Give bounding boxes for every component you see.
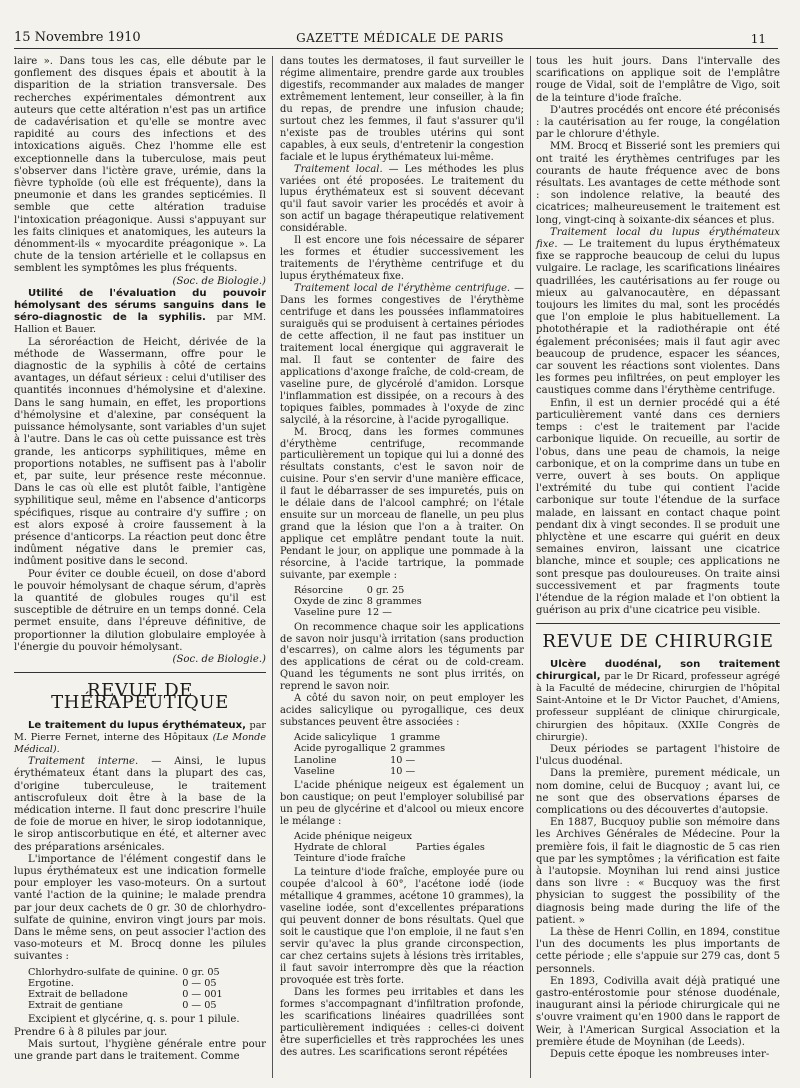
article-title-text: Ulcère duodénal, son traitement chirurgical, xyxy=(536,658,780,682)
article-authors: par MM. Hallion et Bauer. xyxy=(14,312,266,336)
issue-date: 15 Novembre 1910 xyxy=(14,30,141,45)
paragraph: D'autres procédés ont encore été préconisés : la cautérisation au fer rouge, la congélation par le chlorure d'éthyle. xyxy=(536,104,780,141)
page-number: 11 xyxy=(750,32,766,46)
paragraph: laire ». Dans tous les cas, elle débute par le gonflement des disques épais et aboutit à la disparition de la striation transversale. Des recherches expérimentales démontrent aux auteurs que cette altération n'est pas un artifice de cadavérisation et qu'elle se montre avec rapidité au cours des infections et des intoxications aiguës. Chez l'homme elle est exceptionnelle dans la tuberculose, mais peut s'observer dans l'ictère grave, urémie, dans la fièvre typhoïde (où elle est fréquente), dans la pneumonie et dans les grandes septicémies. Il semble que cette altération traduise l'intoxication préagonique. Aussi s'appuyant sur les faits cliniques et anatomiques, les auteurs la dénomment-ils « myocardite préagonique ». La chute de la tension artérielle et le collapsus en semblent les symptômes les plus fréquents. xyxy=(14,56,266,275)
paragraph: MM. Brocq et Bisserié sont les premiers qui ont traité les érythèmes centrifuges par les courants de haute fréquence avec de bons résultats. Les avantages de cette méthode sont : son indolence relative, la beauté des cicatrices; malheureusement le traitement est long, vingt-cinq à soixante-dix séances et plus. xyxy=(536,141,780,226)
column-divider-2 xyxy=(530,56,531,1078)
ingredient-name: Extrait de gentiane xyxy=(28,1000,123,1012)
ingredient-quantity: 10 — xyxy=(390,754,416,766)
formula-dose: Prendre 6 à 8 pilules par jour. xyxy=(14,1026,168,1038)
ingredient-name: Extrait de belladone xyxy=(28,989,128,1001)
ingredient-name: Acide salicylique xyxy=(294,732,377,744)
formula-row xyxy=(294,766,449,777)
formula-row xyxy=(28,967,227,978)
paragraph-text: — Les méthodes les plus variées ont été proposées. Le traitement du lupus érythémateux est si souvent décevant qu'il faut savoir varier les procédés et avoir à son actif un bagage thérapeutique relativement considérable. xyxy=(280,163,524,235)
paragraph: En 1893, Codivilla avait déjà pratiqué une gastro-entérostomie pour sténose duodénale, inaugurant ainsi la période chirurgicale qui ne s'ouvre vraiment qu'en 1900 dans le rapport de Weir, à l'American Surgical Association et la première étude de Moynihan (de Leeds). xyxy=(536,975,780,1048)
paragraph xyxy=(536,227,780,398)
ingredient-name: Ergotine. xyxy=(28,977,74,989)
formula-melange xyxy=(294,831,489,865)
formula-row xyxy=(294,607,426,618)
ingredient-name: Teinture d'iode fraîche xyxy=(294,853,406,865)
paragraph: L'importance de l'élément congestif dans le lupus érythémateux est une indication formelle pour employer les vaso-moteurs. On a surtout vanté l'action de la quinine; le malade prendra par jour deux cachets de 0 gr. 30 de chlorhydro-sulfate de quinine, environ vingt jours par mois. Dans le même sens, on peut associer l'action des vaso-moteurs et M. Brocq donne les pilules suivantes : xyxy=(14,853,266,963)
ingredient-quantity: 0 gr. 05 xyxy=(182,966,220,978)
article-authors: par M. Pierre Fernet, interne des Hôpitaux xyxy=(14,719,266,743)
ingredient-name: Vaseline pure xyxy=(294,607,361,619)
paragraph: La séroréaction de Heicht, dérivée de la méthode de Wassermann, offre pour le diagnostic de la syphilis à côté de certains avantages, un défaut sérieux : celui d'utiliser des quantités inconnues d'hémolysine et d'alexine. Dans le sang humain, en effet, les proportions d'hémolysine et d'alexine, par conséquent la puissance hémolysante, sont variables d'un sujet à l'autre. Dans le cas où cette puissance est très grande, les anticorps syphilitiques, même en proportions notables, ne suffisent pas à l'abolir et, par suite, leur présence reste méconnue. Dans le cas où elle est plutôt faible, l'antigène syphilitique seul, même en l'absence d'anticorps spécifiques, risque au contraire d'y suffire ; on est alors exposé à croire faussement à la présence d'anticorps. La réaction peut donc être indûment négative dans le premier cas, indûment positive dans le second. xyxy=(14,336,266,568)
paragraph: A côté du savon noir, on peut employer les acides salicylique ou pyrogallique, ces deux substances peuvent être associées : xyxy=(280,693,524,729)
formula-pills xyxy=(28,967,227,1012)
paragraph: On recommence chaque soir les applications de savon noir jusqu'à irritation (sans production d'escarres), on calme alors les téguments par des applications de cérat ou de cold-cream. Quand les téguments ne sont plus irrités, on reprend le savon noir. xyxy=(280,621,524,693)
subheading: Traitement interne. xyxy=(28,756,139,768)
formula-row xyxy=(294,596,426,607)
article-title xyxy=(536,659,780,744)
article-source: (Le Monde Médical). xyxy=(14,731,266,755)
journal-title: GAZETTE MÉDICALE DE PARIS xyxy=(296,31,504,45)
ingredient-name: Chlorhydro-sulfate de quinine. xyxy=(28,966,179,978)
paragraph: M. Brocq, dans les formes communes d'érythème centrifuge, recommande particulièrement un topique qui lui a donné des résultats constants, c'est le savon noir de cuisine. Pour s'en servir d'une manière efficace, il faut le débarrasser de ses impuretés, puis on le délaie dans de l'alcool camphré; on l'étale ensuite sur un morceau de flanelle, un peu plus grand que la lésion que l'on a à traiter. On applique cet emplâtre pendant toute la nuit. Pendant le jour, on applique une pommade à la résorcine, à l'acide tartrique, la pommade suivante, par exemple : xyxy=(280,426,524,581)
formula-row xyxy=(28,989,227,1000)
source-citation: (Soc. de Biologie.) xyxy=(172,653,266,665)
column-2 xyxy=(280,56,524,1059)
paragraph: En 1887, Bucquoy publie son mémoire dans les Archives Générales de Médecine. Pour la première fois, il fait le diagnostic de 5 cas rien que par les symptômes ; la vérification est faite à l'autopsie. Moynihan lui rend ainsi justice dans son livre : « Bucquoy was the first physician to suggest the possibility of the diagnosis being made during the life of the patient. » xyxy=(536,817,780,926)
ingredient-quantity: 0 gr. 25 xyxy=(366,584,405,596)
ingredient-quantity: 8 grammes xyxy=(366,596,422,608)
section-rule xyxy=(536,623,780,624)
column-3 xyxy=(536,56,780,1061)
ingredient-name: Vaseline xyxy=(294,765,335,777)
formula-row xyxy=(294,732,449,743)
formula-row xyxy=(294,831,489,842)
header-rule xyxy=(14,48,778,49)
paragraph: Pour éviter ce double écueil, on dose d'abord le pouvoir hémolysant de chaque sérum, d'après la quantité de globules rouges qu'il est susceptible de détruire en un temps donné. Cela permet ensuite, dans l'épreuve définitive, de proportionner la dilution globulaire employée à l'énergie du pouvoir hémolysant. xyxy=(14,568,266,653)
formula-note: Excipient et glycérine, q. s. pour 1 pilule. xyxy=(28,1014,240,1026)
section-rule xyxy=(14,672,266,673)
ingredient-quantity: 12 — xyxy=(366,607,392,619)
page-header xyxy=(0,0,800,48)
section-heading-chirurgie: REVUE DE CHIRURGIE xyxy=(542,631,774,653)
formula-pommade xyxy=(294,585,426,619)
article-title xyxy=(14,288,266,337)
paragraph: La thèse de Henri Collin, en 1894, constitue l'un des documents les plus importants de cette période ; elle s'appuie sur 279 cas, dont 5 personnels. xyxy=(536,927,780,975)
ingredient-quantity: 1 gramme xyxy=(390,732,441,744)
paragraph-text: — Ainsi, le lupus érythémateux étant dans la plupart des cas, d'origine tuberculeuse, le traitement antiscrofuleux doit être à la base de la médication interne. Il faut donc prescrire l'huile de foie de morue en hiver, le sirop iodotannique, le sirop antiscorbutique en été, et alterner avec des préparations arsénicales. xyxy=(14,756,266,853)
formula-row xyxy=(294,743,449,754)
paragraph-text: — Dans les formes congestives de l'érythème centrifuge et dans les poussées inflammatoires suraiguës qui se produisent à certaines périodes de cette affection, il ne faut pas instituer un traitement local énergique qui aggraverait le mal. Il faut se contenter de faire des applications d'axonge fraîche, de cold-cream, de vaseline pure, de glycérolé d'amidon. Lorsque l'inflammation est dissipée, on a recours à des topiques faibles, pommades à l'oxyde de zinc salycilé, à la résorcine, à l'acide pyrogallique. xyxy=(280,283,524,426)
article-title-text: Utilité de l'évaluation du pouvoir hémolysant des sérums sanguins dans le séro-diagnostic de la syphilis. xyxy=(14,287,266,324)
formula-row xyxy=(294,853,489,864)
paragraph xyxy=(280,164,524,236)
paragraph-text: — Le traitement du lupus érythémateux fixe se rapproche beaucoup de celui du lupus vulgaire. Le raclage, les scarifications linéaires quadrillées, les cautérisations au fer rouge ou mieux au galvanocautère, en dépassant toujours les limites du mal, sont les procédés que l'on emploie le plus habituellement. La photothérapie et la radiothérapie ont été également préconisées; mais il faut agir avec beaucoup de prudence, espacer les séances, car souvent les réactions sont violentes. Dans les formes peu infiltrées, on peut employer les caustiques comme dans l'érythème centrifuge. xyxy=(536,239,780,397)
paragraph: dans toutes les dermatoses, il faut surveiller le régime alimentaire, prendre garde aux troubles digestifs, recommander aux malades de manger extrêmement lentement, leur conseiller, à la fin du repas, de prendre une infusion chaude; surtout chez les femmes, il faut s'assurer qu'il n'existe pas de troubles utérins qui sont capables, à eux seuls, d'entretenir la congestion faciale et le lupus érythémateux lui-même. xyxy=(280,56,524,163)
paragraph: Dans les formes peu irritables et dans les formes s'accompagnant d'infiltration profonde, les scarifications linéaires quadrillées sont particulièrement indiquées : celles-ci doivent être superficielles et très rapprochées les unes des autres. Les scarifications seront répétées xyxy=(280,986,524,1058)
ingredient-quantity: 0 — 001 xyxy=(182,989,223,1001)
ingredient-quantity: 10 — xyxy=(390,765,416,777)
column-1 xyxy=(14,56,266,1063)
ingredient-name: Oxyde de zinc xyxy=(294,596,363,608)
ingredient-name: Acide phénique neigeux xyxy=(294,830,413,842)
ingredient-name: Acide pyrogallique xyxy=(294,743,387,755)
ingredient-name: Lanoline xyxy=(294,754,337,766)
ingredient-quantity: 2 grammes xyxy=(390,743,446,755)
section-heading-therapeutique: REVUE DE THÉRAPEUTIQUE xyxy=(51,680,229,714)
ingredient-quantity: Parties égales xyxy=(416,841,485,853)
article-title-text: Le traitement du lupus érythémateux, xyxy=(28,719,246,731)
paragraph: Enfin, il est un dernier procédé qui a été particulièrement vanté dans ces derniers temps : c'est le traitement par l'acide carbonique liquide. On recueille, au sortir de l'obus, dans une peau de chamois, la neige carbonique, et on la comprime dans un tube en verre, ouvert à ses bouts. On applique l'extrémité du tube qui contient l'acide carbonique sur toute l'étendue de la surface malade, en laissant en contact chaque point pendant dix à vingt secondes. Il se produit une phlyctène et une escarre qui guérit en deux semaines environ, laissant une cicatrice blanche, mince et souple; ces applications ne sont presque pas douloureuses. On traite ainsi successivement et par fragments toute l'étendue de la région malade et l'on obtient la guérison au prix d'une cicatrice peu visible. xyxy=(536,397,780,617)
paragraph xyxy=(280,283,524,426)
formula-row xyxy=(28,978,227,989)
column-divider-1 xyxy=(272,56,273,1078)
ingredient-name: Hydrate de chloral xyxy=(294,841,387,853)
formula-row xyxy=(294,842,489,853)
subheading: Traitement local. xyxy=(294,163,383,175)
subheading: Traitement local de l'érythème centrifuge. xyxy=(294,283,511,295)
paragraph: Dans la première, purement médicale, un nom domine, celui de Bucquoy ; avant lui, ce ne sont que des observations éparses de complications ou des découvertes d'autopsie. xyxy=(536,768,780,816)
paragraph: tous les huit jours. Dans l'intervalle des scarifications on applique soit de l'emplâtre rouge de Vidal, soit de l'emplâtre de Vigo, soit de la teinture d'iode fraîche. xyxy=(536,56,780,104)
paragraph xyxy=(14,756,266,854)
ingredient-quantity: 0 — 05 xyxy=(182,1000,217,1012)
formula-row xyxy=(294,585,426,596)
formula-row xyxy=(28,1000,227,1011)
paragraph: Mais surtout, l'hygiène générale entre pour une grande part dans le traitement. Comme xyxy=(14,1038,266,1063)
ingredient-quantity: 0 — 05 xyxy=(182,977,217,989)
paragraph: La teinture d'iode fraîche, employée pure ou coupée d'alcool à 60°, l'acétone iodé (iode métallique 4 grammes, acétone 10 grammes), la vaseline iodée, sont d'excellentes préparations qui peuvent donner de bons résultats. Quel que soit le caustique que l'on emploie, il ne faut s'en servir qu'avec la plus grande circonspection, car chez certains sujets à lésions très irritables, il faut savoir interrompre dès que la réaction provoquée est très forte. xyxy=(280,867,524,986)
formula-row xyxy=(294,755,449,766)
formula-acides xyxy=(294,732,449,777)
ingredient-name: Résorcine xyxy=(294,584,343,596)
ingredient-quantity xyxy=(416,831,489,842)
ingredient-quantity xyxy=(416,853,489,864)
article-authors: par le Dr Ricard, professeur agrégé à la Faculté de médecine, chirurgien de l'hôpital Saint-Antoine et le Dr Victor Pauchet, d'Amiens, professeur suppléant de clinique chirurgicale, chirurgien des hôpitaux. (XXIIe Congrès de chirurgie). xyxy=(536,670,780,743)
article-title xyxy=(14,720,266,757)
paragraph: L'acide phénique neigeux est également un bon caustique; on peut l'employer solubilisé par un peu de glycérine et d'alcool ou mieux encore le mélange : xyxy=(280,779,524,827)
subheading: Traitement local du lupus érythémateux fixe. xyxy=(536,226,780,251)
source-citation: (Soc. de Biologie.) xyxy=(172,275,266,287)
paragraph: Il est encore une fois nécessaire de séparer les formes et étudier successivement les traitements de l'érythème centrifuge et du lupus érythémateux fixe. xyxy=(280,235,524,283)
paragraph: Depuis cette époque les nombreuses inter- xyxy=(550,1049,770,1061)
paragraph: Deux périodes se partagent l'histoire de l'ulcus duodénal. xyxy=(536,743,780,768)
